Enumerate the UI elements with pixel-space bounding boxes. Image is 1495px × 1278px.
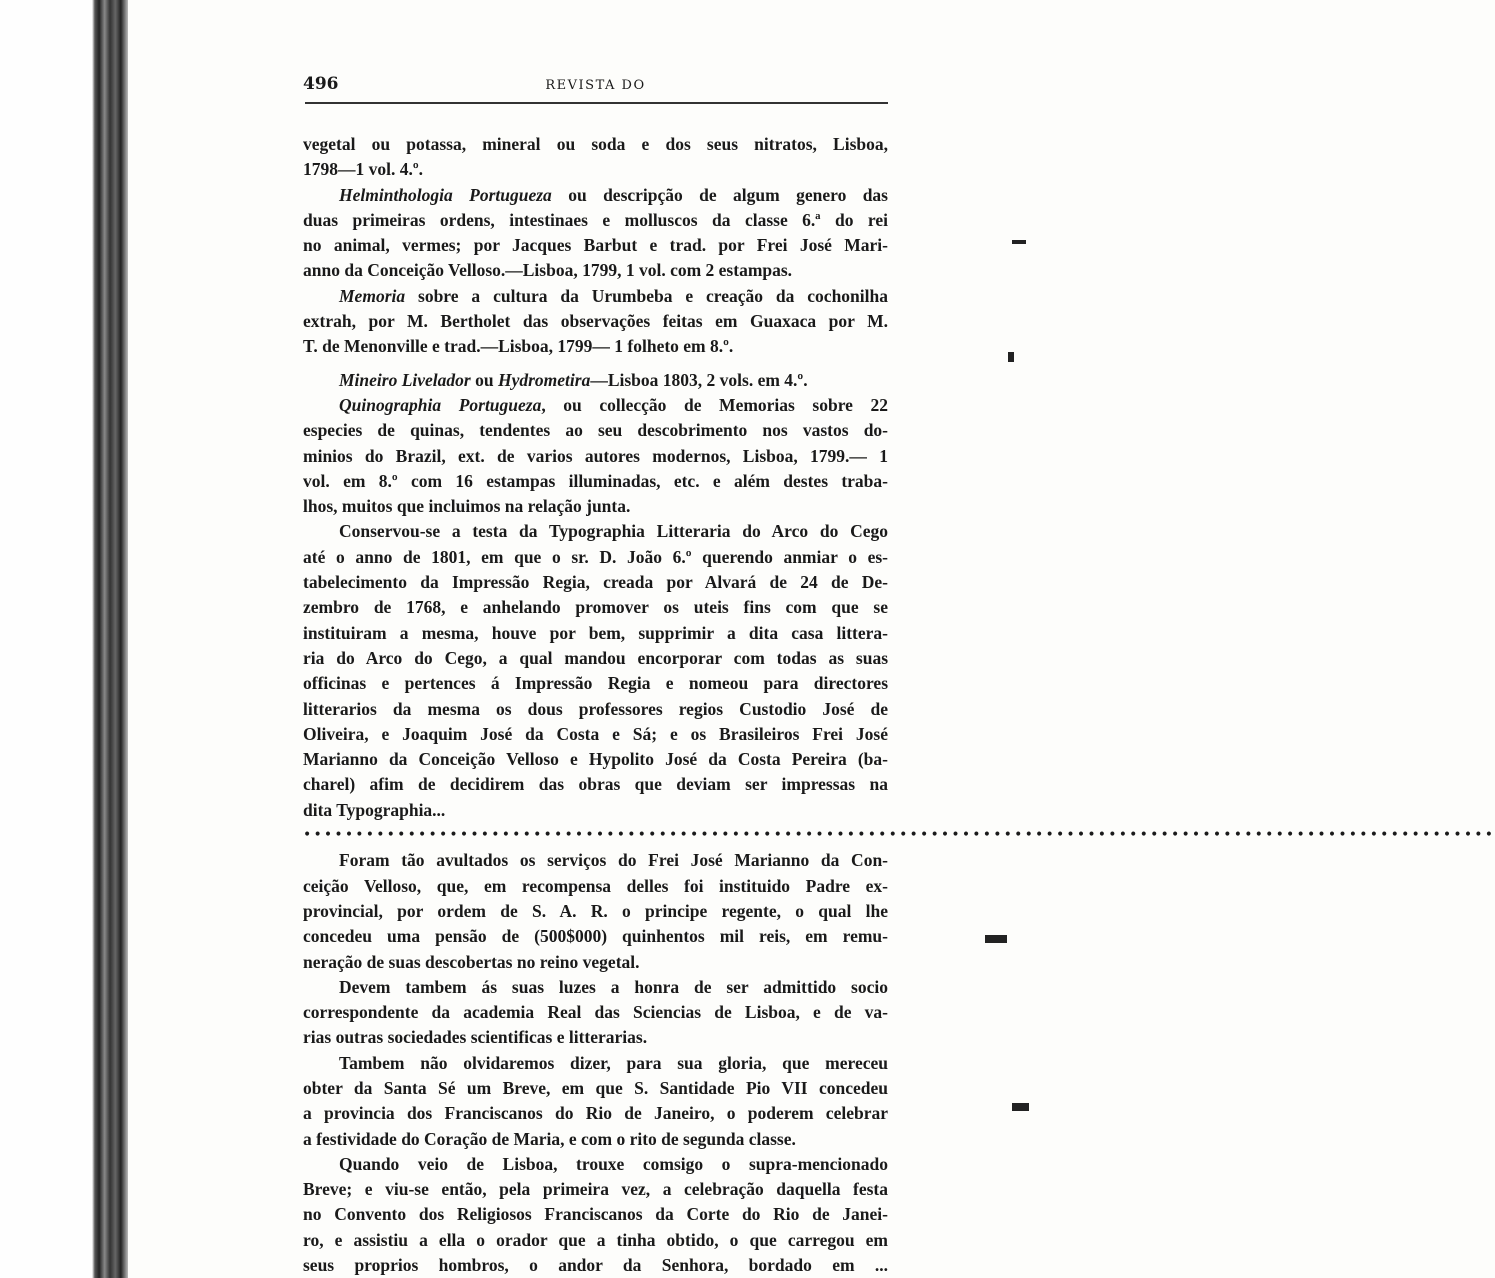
text-segment: dita Typographia... [303, 799, 446, 820]
italic-title: Helminthologia Portugueza [339, 184, 552, 205]
text-segment: litterarios da mesma os dous professores regios Custodio José de [303, 698, 888, 719]
text-segment: concedeu uma pensão de (500$000) quinhentos mil reis, em remu- [303, 926, 888, 947]
text-line [303, 1152, 888, 1177]
text-segment: zembro de 1768, e anhelando promover os uteis fins com que se [303, 597, 888, 618]
text-line [303, 1101, 888, 1126]
text-segment: Tambem não olvidaremos dizer, para sua gloria, que mereceu [339, 1052, 888, 1073]
text-segment: lhos, muitos que incluimos na relação junta. [303, 496, 631, 517]
ellipsis-separator [303, 823, 1495, 848]
text-line [303, 494, 888, 519]
text-segment: vegetal ou potassa, mineral ou soda e dos seus nitratos, Lisboa, [303, 134, 888, 154]
text-line [303, 393, 888, 418]
text-line [303, 132, 888, 157]
text-line [303, 975, 888, 1000]
text-line [303, 1177, 888, 1202]
text-line [303, 368, 888, 393]
italic-title: Mineiro Livelador [339, 369, 471, 390]
text-segment: —Lisboa 1803, 2 vols. em 4.º. [590, 369, 808, 390]
text-line [303, 848, 888, 873]
text-segment: no Convento dos Religiosos Franciscanos da Corte do Rio de Janei- [303, 1204, 888, 1225]
text-line [303, 1127, 888, 1152]
text-segment: obter da Santa Sé um Breve, em que S. Santidade Pio VII concedeu [303, 1077, 888, 1098]
page-margin [0, 0, 92, 1278]
text-line [303, 1000, 888, 1025]
text-segment: especies de quinas, tendentes ao seu descobrimento nos vastos do- [303, 420, 888, 441]
text-line [303, 519, 888, 544]
text-line [303, 772, 888, 797]
text-line [303, 1202, 888, 1227]
text-segment: Marianno da Conceição Velloso e Hypolito José da Costa Pereira (ba- [303, 749, 888, 770]
text-line [303, 284, 888, 309]
scan-speck [1008, 352, 1014, 362]
text-segment: •••••••••••••••••••••••••••••••••••••••••••••••••••••••••••••••••••••••••••••••••••••••••••••••••••••••••••••••••• [303, 827, 1495, 844]
text-line [303, 469, 888, 494]
italic-title: Memoria [339, 285, 406, 306]
text-segment: extrah, por M. Bertholet das observações feitas em Guaxaca por M. [303, 311, 888, 332]
text-line [303, 444, 888, 469]
text-line [303, 1253, 888, 1276]
text-segment: sobre a cultura da Urumbeba e creação da cochonilha [405, 285, 888, 306]
paragraph-gap [303, 360, 888, 368]
text-line [303, 309, 888, 334]
book-binding-edge [92, 0, 128, 1278]
text-segment: correspondente da academia Real das Sciencias de Lisboa, e de va- [303, 1002, 888, 1023]
text-segment: duas primeiras ordens, intestinaes e molluscos da classe 6.ª do rei [303, 209, 888, 230]
page-header [303, 74, 888, 100]
header-rule [305, 102, 888, 104]
text-line [303, 570, 888, 595]
text-segment: no animal, vermes; por Jacques Barbut e trad. por Frei José Mari- [303, 235, 888, 256]
text-segment: até o anno de 1801, em que o sr. D. João 6.º querendo anmiar o es- [303, 546, 888, 567]
scan-speck [1012, 240, 1026, 244]
text-line [303, 924, 888, 949]
italic-title: Quinographia Portugueza [339, 394, 542, 415]
text-segment: ro, e assistiu a ella o orador que a tinha obtido, o que carregou em [303, 1229, 888, 1250]
text-segment: instituiram a mesma, houve por bem, supprimir a dita casa littera- [303, 622, 888, 643]
text-line [303, 334, 888, 359]
text-line [303, 950, 888, 975]
text-segment: Oliveira, e Joaquim José da Costa e Sá; e os Brasileiros Frei José [303, 723, 888, 744]
text-line [303, 747, 888, 772]
text-segment: Foram tão avultados os serviços do Frei José Marianno da Con- [339, 850, 888, 871]
text-segment: ria do Arco do Cego, a qual mandou encorporar com todas as suas [303, 647, 888, 668]
text-line [303, 1228, 888, 1253]
text-segment: Devem tambem ás suas luzes a honra de ser admittido socio [339, 976, 888, 997]
text-segment: officinas e pertences á Impressão Regia e nomeou para directores [303, 673, 888, 694]
text-line [303, 722, 888, 747]
text-line [303, 874, 888, 899]
text-line [303, 233, 888, 258]
text-segment: ceição Velloso, que, em recompensa delles foi instituido Padre ex- [303, 875, 888, 896]
text-segment: ou descripção de algum genero das [551, 184, 888, 205]
text-line [303, 1076, 888, 1101]
text-segment: Quando veio de Lisboa, trouxe comsigo o supra-mencionado [339, 1153, 888, 1174]
text-segment: ou [470, 369, 498, 390]
text-line [303, 1051, 888, 1076]
text-line [303, 621, 888, 646]
text-segment: vol. em 8.º com 16 estampas illuminadas, etc. e além destes traba- [303, 470, 888, 491]
text-line [303, 418, 888, 443]
text-segment: Conservou-se a testa da Typographia Litteraria do Arco do Cego [339, 521, 888, 542]
text-segment: charel) afim de decidirem das obras que deviam ser impressas na [303, 774, 888, 795]
text-line [303, 595, 888, 620]
italic-title: Hydrometira [497, 369, 591, 390]
text-line [303, 697, 888, 722]
scan-speck [985, 935, 1007, 943]
text-segment: a festividade do Coração de Maria, e com o rito de segunda classe. [303, 1128, 796, 1149]
text-line [303, 183, 888, 208]
text-line [303, 157, 888, 182]
scan-speck [1012, 1103, 1029, 1111]
text-segment: anno da Conceição Velloso.—Lisboa, 1799, 1 vol. com 2 estampas. [303, 260, 793, 281]
text-line [303, 646, 888, 671]
body-text [303, 132, 1495, 1276]
text-segment: a provincia dos Franciscanos do Rio de Janeiro, o poderem celebrar [303, 1103, 888, 1124]
text-segment: , ou collecção de Memorias sobre 22 [541, 394, 889, 415]
text-segment: minios do Brazil, ext. de varios autores modernos, Lisboa, 1799.— 1 [303, 445, 888, 466]
text-segment: neração de suas descobertas no reino vegetal. [303, 951, 640, 972]
running-title: REVISTA DO [545, 78, 646, 93]
text-line [303, 671, 888, 696]
text-line [303, 545, 888, 570]
text-segment: 1798—1 vol. 4.º. [303, 159, 424, 180]
text-line [303, 899, 888, 924]
text-segment: rias outras sociedades scientificas e litterarias. [303, 1027, 648, 1048]
text-line [303, 208, 888, 233]
text-line [303, 258, 888, 283]
text-line [303, 1025, 888, 1050]
text-segment: tabelecimento da Impressão Regia, creada por Alvará de 24 de De- [303, 572, 888, 593]
page-number: 496 [303, 74, 339, 94]
text-line [303, 798, 888, 823]
text-segment: provincial, por ordem de S. A. R. o principe regente, o qual lhe [303, 900, 888, 921]
text-segment: T. de Menonville e trad.—Lisboa, 1799— 1 folheto em 8.º. [303, 336, 734, 357]
text-segment: seus proprios hombros, o andor da Senhora, bordado em ... [303, 1255, 888, 1276]
text-segment: Breve; e viu-se então, pela primeira vez, a celebração daquella festa [303, 1179, 888, 1200]
